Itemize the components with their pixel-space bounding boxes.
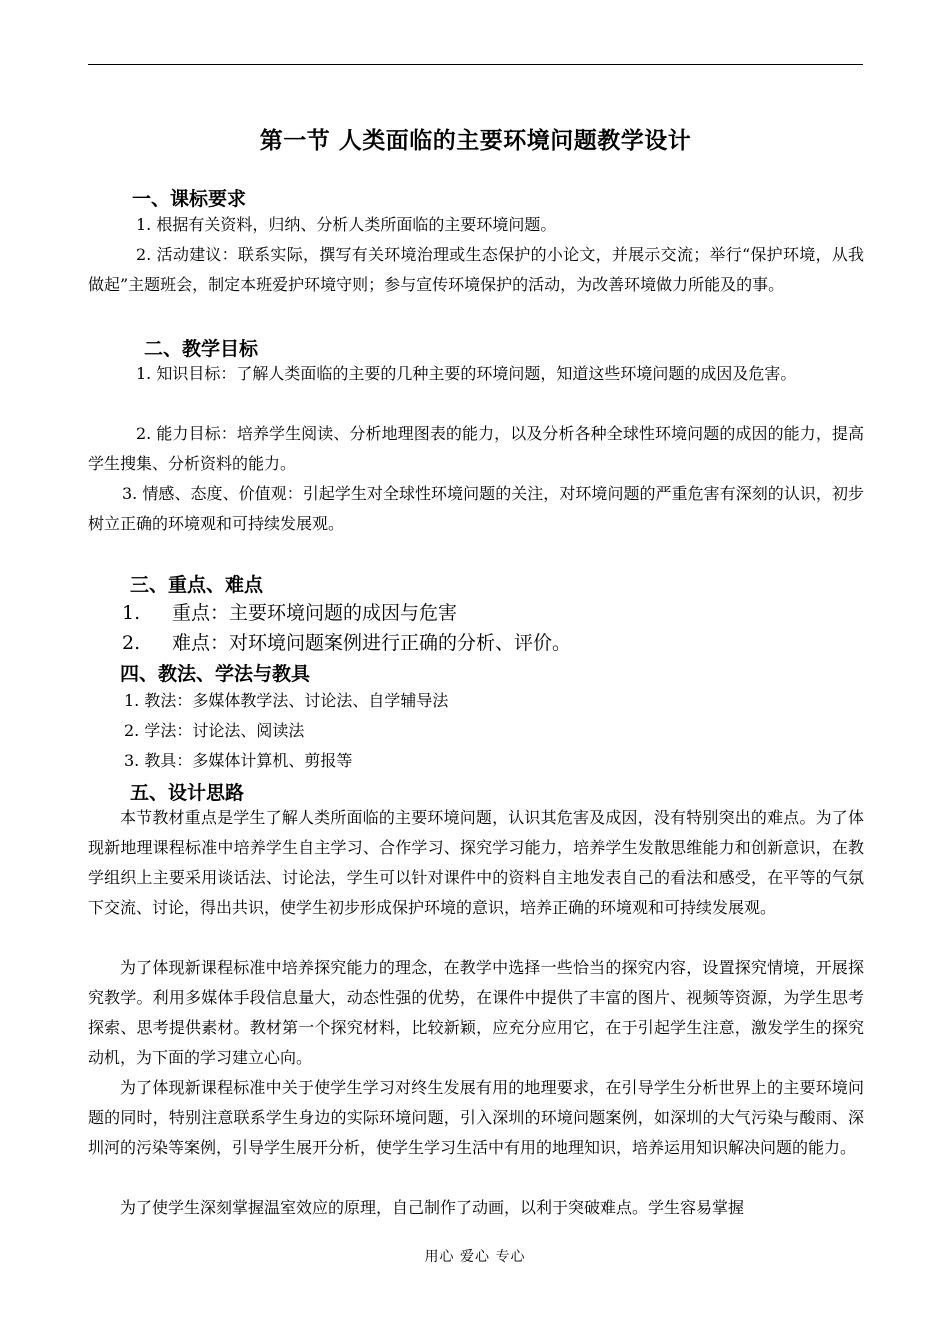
page-footer: 用心 爱心 专心	[424, 1249, 526, 1265]
section-heading-3: 三、重点、难点	[130, 574, 264, 596]
header-rule	[88, 64, 863, 65]
s1-paragraph-2: 2. 活动建议：联系实际，撰写有关环境治理或生态保护的小论文，并展示交流；举行“保护环境，从我做起”主题班会，制定本班爱护环境守则；参与宣传环境保护的活动，为改善环境做力所能及的事。	[88, 245, 864, 294]
s3-item-1	[122, 598, 457, 625]
s1-paragraph-1: 1. 根据有关资料，归纳、分析人类所面临的主要环境问题。	[136, 215, 557, 234]
section-heading-4: 四、教法、学法与教具	[120, 663, 311, 685]
s4-item-2: 2. 学法：讨论法、阅读法	[124, 721, 305, 740]
s3-item-2	[122, 628, 571, 655]
s3-item-1-number: 1.	[122, 602, 141, 624]
section-heading-1: 一、课标要求	[132, 188, 247, 210]
s5-paragraph-1: 本节教材重点是学生了解人类所面临的主要环境问题，认识其危害及成因，没有特别突出的难点。为了体现新地理课程标准中培养学生自主学习、合作学习、探究学习能力，培养学生发散思维能力和创新意识，在教学组织上主要采用谈话法、讨论法，学生可以针对课件中的资料自主地发表自己的看法和感受，在平等的气氛下交流、讨论，得出共识，使学生初步形成保护环境的意识，培养正确的环境观和可持续发展观。	[88, 808, 864, 917]
s2-paragraph-1: 1. 知识目标：了解人类面临的主要的几种主要的环境问题，知道这些环境问题的成因及危害。	[136, 364, 797, 383]
page-title: 第一节 人类面临的主要环境问题教学设计	[259, 127, 692, 154]
s2-paragraph-3: 3. 情感、态度、价值观：引起学生对全球性环境问题的关注，对环境问题的严重危害有深刻的认识，初步树立正确的环境观和可持续发展观。	[88, 484, 864, 533]
s2-paragraph-2: 2. 能力目标：培养学生阅读、分析地理图表的能力，以及分析各种全球性环境问题的成因的能力，提高学生搜集、分析资料的能力。	[88, 424, 864, 473]
s3-item-1-text: 重点：主要环境问题的成因与危害	[172, 602, 458, 624]
s3-item-2-number: 2.	[122, 632, 141, 654]
s4-item-1: 1. 教法：多媒体教学法、讨论法、自学辅导法	[124, 691, 449, 710]
s5-paragraph-4: 为了使学生深刻掌握温室效应的原理，自己制作了动画，以利于突破难点。学生容易掌握	[120, 1198, 745, 1217]
s3-item-2-text: 难点：对环境问题案例进行正确的分析、评价。	[172, 632, 572, 654]
section-heading-2: 二、教学目标	[144, 338, 259, 360]
s5-paragraph-3: 为了体现新课程标准中关于使学生学习对终生发展有用的地理要求，在引导学生分析世界上的主要环境问题的同时，特别注意联系学生身边的实际环境问题，引入深圳的环境问题案例，如深圳的大气污染与酸雨、深圳河的污染等案例，引导学生展开分析，使学生学习生活中有用的地理知识，培养运用知识解决问题的能力。	[88, 1078, 864, 1157]
section-heading-5: 五、设计思路	[130, 782, 245, 804]
s5-paragraph-2: 为了体现新课程标准中培养探究能力的理念，在教学中选择一些恰当的探究内容，设置探究情境，开展探究教学。利用多媒体手段信息量大，动态性强的优势，在课件中提供了丰富的图片、视频等资源，为学生思考探索、思考提供素材。教材第一个探究材料，比较新颖，应充分应用它，在于引起学生注意，激发学生的探究动机，为下面的学习建立心向。	[88, 958, 864, 1067]
s4-item-3: 3. 教具：多媒体计算机、剪报等	[124, 751, 353, 770]
